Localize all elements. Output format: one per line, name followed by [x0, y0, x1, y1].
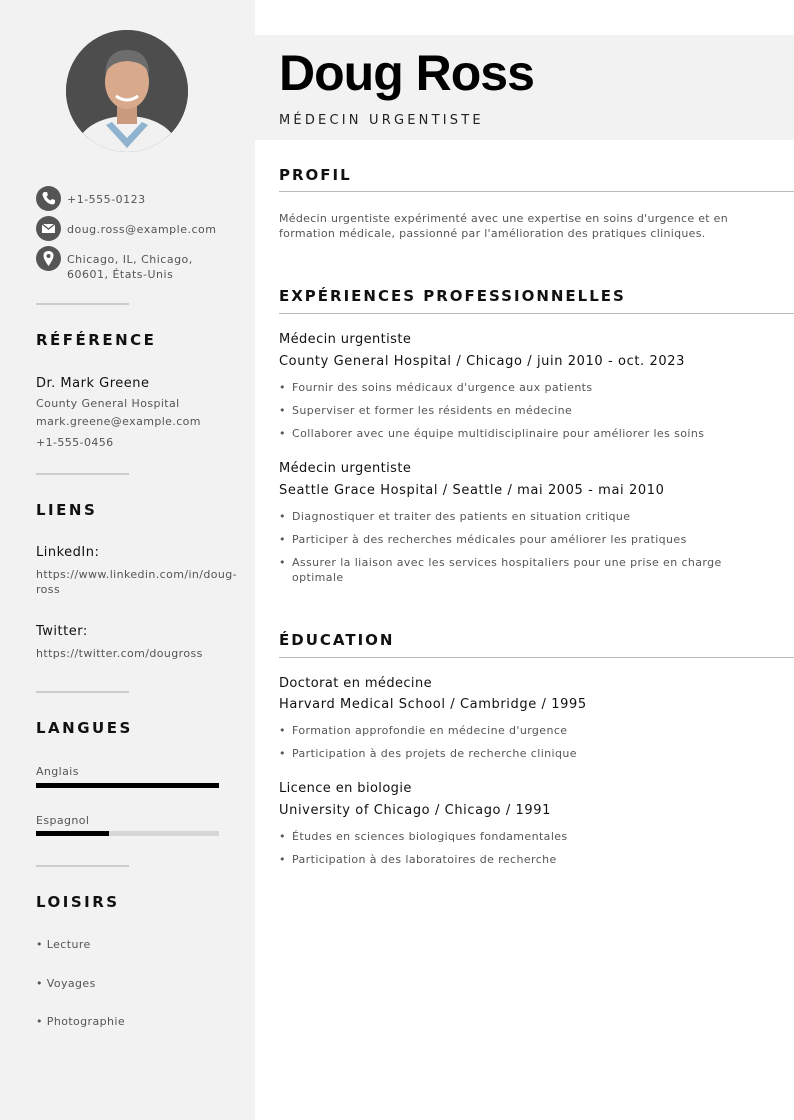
job-org: Seattle Grace Hospital / Seattle / mai 2005 - mai 2010 [279, 483, 665, 498]
list-item: • Participation à des projets de recherche clinique [279, 746, 749, 761]
hobbies-heading: LOISIRS [36, 893, 120, 911]
links-heading: LIENS [36, 501, 98, 519]
reference-heading: RÉFÉRENCE [36, 331, 157, 349]
list-item: • Diagnostiquer et traiter des patients en situation critique [279, 509, 749, 524]
profile-photo [66, 30, 188, 152]
link-label-linkedin: LinkedIn: [36, 545, 100, 560]
list-item: • Fournir des soins médicaux d'urgence aux patients [279, 380, 749, 395]
divider [36, 691, 129, 693]
language-level-bar [36, 783, 219, 788]
list-item: • Participer à des recherches médicales pour améliorer les pratiques [279, 532, 749, 547]
hobby-item: • Voyages [36, 977, 96, 990]
link-url-linkedin[interactable]: https://www.linkedin.com/in/doug-ross [36, 568, 238, 596]
language-level-bar [36, 831, 219, 836]
section-divider [279, 657, 794, 658]
reference-phone: +1-555-0456 [36, 436, 114, 449]
phone-icon [36, 186, 61, 211]
reference-org: County General Hospital [36, 397, 180, 410]
job-title: Médecin urgentiste [279, 332, 412, 347]
education-heading: ÉDUCATION [279, 631, 395, 649]
list-item: • Assurer la liaison avec les services hospitaliers pour une prise en charge optimale [279, 555, 749, 585]
profile-heading: PROFIL [279, 166, 352, 184]
section-divider [279, 313, 794, 314]
list-item: • Participation à des laboratoires de recherche [279, 852, 749, 867]
degree-org: Harvard Medical School / Cambridge / 1995 [279, 697, 587, 712]
email-text: doug.ross@example.com [67, 223, 217, 236]
degree-title: Doctorat en médecine [279, 676, 432, 691]
degree-bullets [279, 829, 749, 875]
envelope-icon [36, 216, 61, 241]
list-item: • Formation approfondie en médecine d'urgence [279, 723, 749, 738]
phone-text: +1-555-0123 [67, 193, 146, 206]
job-bullets [279, 509, 749, 593]
divider [36, 865, 129, 867]
reference-name: Dr. Mark Greene [36, 376, 150, 391]
degree-bullets [279, 723, 749, 769]
list-item: • Superviser et former les résidents en médecine [279, 403, 749, 418]
link-label-twitter: Twitter: [36, 624, 88, 639]
section-divider [279, 191, 794, 192]
address-text: Chicago, IL, Chicago, 60601, États-Unis [67, 253, 193, 281]
language-name: Espagnol [36, 814, 90, 827]
location-pin-icon [36, 246, 61, 271]
languages-heading: LANGUES [36, 719, 133, 737]
job-role: MÉDECIN URGENTISTE [279, 113, 484, 128]
page-title: Doug Ross [279, 45, 534, 101]
link-url-twitter[interactable]: https://twitter.com/dougross [36, 647, 203, 660]
divider [36, 473, 129, 475]
main-content [255, 0, 794, 1120]
sidebar [0, 0, 255, 1120]
job-bullets [279, 380, 749, 449]
degree-title: Licence en biologie [279, 781, 412, 796]
list-item: • Collaborer avec une équipe multidisciplinaire pour améliorer les soins [279, 426, 749, 441]
job-org: County General Hospital / Chicago / juin 2010 - oct. 2023 [279, 354, 685, 369]
language-name: Anglais [36, 765, 79, 778]
hobby-item: • Lecture [36, 938, 91, 951]
experience-heading: EXPÉRIENCES PROFESSIONNELLES [279, 287, 626, 305]
profile-text: Médecin urgentiste expérimenté avec une expertise en soins d'urgence et en formation médicale, passionné par l'amélioration des pratiques cliniques. [279, 212, 729, 240]
language-level-fill [36, 783, 219, 788]
job-title: Médecin urgentiste [279, 461, 412, 476]
language-level-fill [36, 831, 109, 836]
divider [36, 303, 129, 305]
degree-org: University of Chicago / Chicago / 1991 [279, 803, 552, 818]
list-item: • Études en sciences biologiques fondamentales [279, 829, 749, 844]
reference-email[interactable]: mark.greene@example.com [36, 415, 201, 428]
hobby-item: • Photographie [36, 1015, 125, 1028]
